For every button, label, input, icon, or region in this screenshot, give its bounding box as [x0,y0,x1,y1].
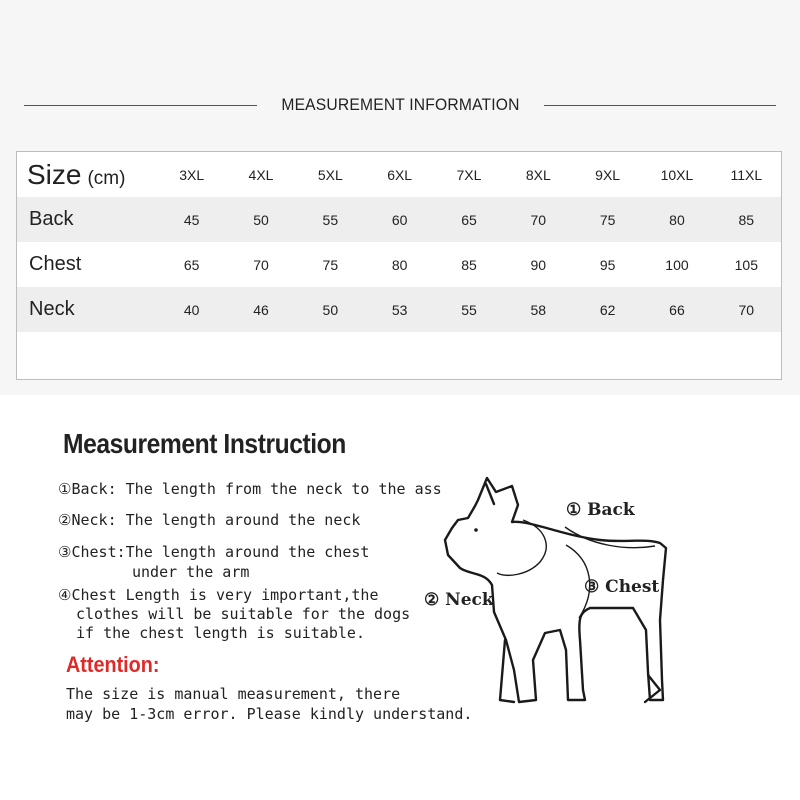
size-column-header: 3XL [179,166,205,183]
instruction-line-neck: ②Neck: The length around the neck [58,511,361,529]
diagram-label-back: ① Back [566,500,635,520]
row-label-chest: Chest [29,253,82,275]
table-cell: 62 [573,287,642,332]
table-cell: 85 [712,197,781,242]
table-cell: 75 [322,256,339,273]
size-column-header: 10XL [660,166,694,183]
table-cell: 45 [157,197,226,242]
table-cell: 65 [434,197,503,242]
instruction-line-length: ④Chest Length is very important,the [58,586,379,604]
table-cell: 95 [599,256,616,273]
instruction-title: Measurement Instruction [63,428,346,459]
size-column-header: 11XL [730,166,763,183]
instruction-line-chest: ③Chest:The length around the chest [58,543,370,561]
size-column-header: 5XL [317,166,343,183]
table-cell: 65 [183,256,200,273]
table-cell: 80 [391,256,408,273]
size-column-header: 9XL [595,166,621,183]
table-cell: 50 [226,197,295,242]
size-column-header: 8XL [525,166,551,183]
unit-label: (cm) [87,167,126,189]
table-cell: 70 [712,287,781,332]
instruction-line-length-cont1: clothes will be suitable for the dogs [76,605,411,623]
instruction-line-back: ①Back: The length from the neck to the ass [58,480,442,498]
attention-line-1: The size is manual measurement, there [66,685,401,703]
table-cell: 60 [365,197,434,242]
table-cell: 80 [642,197,711,242]
table-cell: 70 [253,256,269,273]
table-cell: 66 [642,287,711,332]
size-label: Size [27,158,82,190]
table-cell: 100 [665,256,689,273]
table-cell: 70 [504,197,573,242]
table-cell: 85 [461,256,477,273]
table-cell: 58 [504,287,573,332]
table-cell: 90 [530,256,547,273]
instruction-line-length-cont2: if the chest length is suitable. [76,624,365,642]
table-cell: 75 [573,197,642,242]
diagram-label-neck: ② Neck [424,590,494,610]
table-cell: 50 [296,287,365,332]
size-column-header: 7XL [456,166,482,183]
dog-leg-back [645,675,660,702]
attention-line-2: may be 1-3cm error. Please kindly understand. [66,705,473,723]
table-cell: 46 [226,287,295,332]
row-label-neck: Neck [17,287,157,332]
neck-measure-line [497,520,546,575]
size-column-header: 4XL [248,166,274,183]
instruction-line-chest-cont: under the arm [132,563,250,581]
size-column-header: 6XL [387,166,413,183]
table-cell: 105 [734,256,758,273]
row-label-back: Back [17,197,157,242]
table-cell: 53 [365,287,434,332]
table-cell: 55 [296,197,365,242]
dog-eye-icon [474,528,478,532]
section-title: MEASUREMENT INFORMATION [280,95,520,114]
table-cell: 55 [434,287,503,332]
table-cell: 40 [157,287,226,332]
dog-leg-front [500,640,514,702]
diagram-label-chest: ③ Chest [584,577,660,597]
attention-title: Attention: [66,652,160,677]
